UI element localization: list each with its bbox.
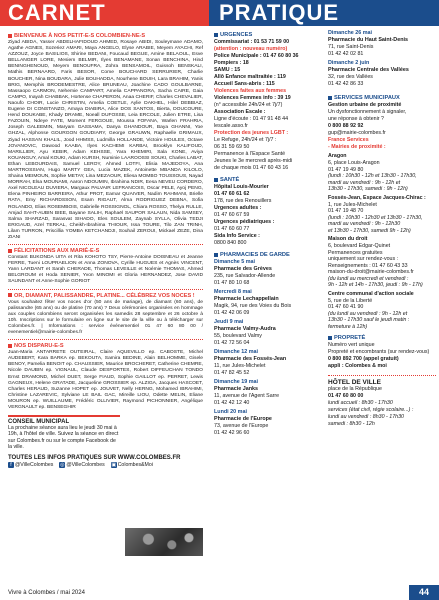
section-marker-icon (8, 249, 12, 253)
section-marker-icon (214, 253, 218, 257)
info-line: (n° accessible 24h/24 et 7j/7) (214, 102, 283, 108)
service-name: Maison du droit (328, 236, 368, 242)
pharmacy-date: Mercredi 8 mai (214, 289, 252, 295)
info-line: lundi accueil : 8h30 - 17h30 (328, 400, 393, 406)
hotel-de-ville-list (328, 386, 436, 428)
pharmacy-phone: 01 42 42 86 33 (328, 80, 364, 87)
page-banner (0, 0, 439, 26)
info-line: Jeunes le 3e mercredi après-midi (214, 158, 293, 164)
carnet-title: CARNET (0, 0, 209, 26)
pharmacy-phone: 01 42 42 12 40 (214, 399, 250, 406)
deaths-heading: NOS DISPARU-E-S (8, 343, 203, 349)
weddings-text: Constant BUKONDA UITA et Rita KOHOTO TSY, Pierre-Antoine DOISNEAU et Jeanne FERRE, Tueni LOUPRAELION et Anna ZONOVA, Cyrille HUGUES et Agnès VINCENT, Yann LARDANT et Sarah CHERADE, Thomas LEVEILLE et Noémie THOMAS, Ahmed BELGROUM et Hoda SENIER, Yvon MINOMI et Gloria HERNANDEZ, Jose DAVID SAUNDANT et Anne-Sophie GORIOT (8, 255, 203, 285)
divider (8, 244, 203, 245)
info-line: services (état civil, régie scolaire...) : (328, 407, 414, 413)
service-line: uniquement sur rendez-vous : (328, 256, 399, 262)
service-name: Centre communal d'action sociale (328, 290, 414, 297)
deaths-text: Juan-Maria ANTARRETE OUTEIRAL, Claire AQUEVILLO ep. CABOSTE, Michel AUDEBERT, Kara BARKA ep. BEKOUTA, Samira BEDINE, Alain BELHOMME, Gisele BENOY, Pamelia BENOIT ep. CHAUSSIER, Maurice BROCHERET, Catherine CHEMRE, Nicole DAUBIN ep. VIGNAUL, Claude DESPORTES, Robert DIFFEUCHAN TONDO Ernst DRAMOND, Michel DUET, Serge FIAUD, Sophie GAILLOT ep. PERRET, Lewis GAGNEUX, Helene GRATADE, Jacqueline GROSSIER ep. ALZIGA, Jacques HASCOET, Charles HERAUD, Suzanne HOPET ep. JOUVET, Nelly HERNG, Mohamed IBRAHIMI, Christine LAZAREVIC, Sylviane LE BAIL GAC, Mireille LIOU, Odette MELIN, Eliane MOURON ep. WUILLAUME, Frédéric OLLIVIER, Raymond PICHONNIER, Angélique VERGNAULT ep. BENSEGHIR (8, 350, 203, 410)
urgences-list (214, 39, 323, 172)
anniversaries-heading: OR, DIAMANT, PALISSANDRE, PLATINE... CÉLÉBREZ VOS NOCES ! (8, 293, 203, 299)
divider (8, 339, 203, 340)
pharmacies-heading: PHARMACIES DE GARDE (214, 252, 323, 258)
info-line: Sida Info Service : (214, 233, 260, 239)
sante-list (214, 184, 323, 247)
page-footer (0, 585, 439, 600)
info-line: Numéro vert unique (328, 342, 375, 348)
conseil-title: CONSEIL MUNICIPAL (8, 419, 70, 426)
service-line: (lundi : 10h30 - 12h30 et 13h30 - 17h30, (328, 214, 423, 221)
info-line: Police Municipale : 01 47 60 80 36 (214, 53, 299, 59)
pharmacy-phone: 01 47 82 45 52 (214, 369, 250, 376)
pharmacy-address: 55, boulevard Valmy (214, 333, 262, 339)
section-marker-icon (8, 344, 12, 348)
pharmacy-phone: 01 42 72 56 04 (214, 339, 250, 346)
pharmacy-entry (214, 409, 323, 436)
info-line: Protection des jeunes LGBT : (214, 130, 289, 136)
info-line: une réponse à obtenir ? (328, 116, 384, 122)
pharmacy-entry (214, 289, 323, 316)
facebook-icon: f (8, 462, 14, 468)
pratique-title: PRATIQUE (209, 0, 439, 26)
page-number: 44 (409, 585, 439, 600)
info-line: Accueil Sans-abris : 115 (214, 81, 275, 87)
pharmacy-name: Pharmacie Janks (214, 386, 259, 392)
service-line: fermeture à 12h) (328, 323, 368, 330)
service-line: 6, boulevard Edgar-Quinet (328, 243, 391, 249)
service-line: (lundi : 10h30 - 12h et 13h30 - 17h30, (328, 173, 417, 179)
service-line: mardi au vendredi : 9h - 12h et (328, 179, 401, 186)
pharmacy-name: Pharmacie des Grèves (214, 266, 272, 272)
info-line: lundi au vendredi : 8h30 - 17h30 (328, 414, 404, 420)
divider (8, 289, 203, 290)
sante-heading: SANTÉ (214, 177, 323, 183)
section-marker-icon (328, 336, 332, 340)
pharmacy-address: 11, rue Jules-Michelet (214, 363, 266, 369)
service-line: 1, rue Jules-Michelet (328, 201, 377, 208)
info-line: (attention : nouveau numéro) (214, 46, 288, 52)
pharmacy-name: Pharmacie Lechappellain (214, 296, 279, 302)
info-line: de chaque mois 01 47 60 43 16 (214, 165, 289, 171)
services-blocks (328, 153, 436, 330)
service-line: Renseignements : 01 47 60 43 33 (328, 262, 408, 269)
info-line: 178, rue des Renouillers (214, 198, 272, 204)
pharmacy-phone: 01 42 42 06 09 (214, 309, 250, 316)
service-line: 5, rue de la Liberté (328, 297, 373, 304)
section-marker-icon (328, 96, 332, 100)
pharmacy-entry (214, 349, 323, 376)
info-line: SAMU : 15 (214, 67, 241, 73)
pharmacy-name: Pharmacie de l'Europe (214, 416, 272, 422)
service-line: 01 47 60 41 90 (328, 304, 364, 310)
pratique-column-2 (328, 30, 436, 428)
info-line: Ligne d'écoute : 01 47 91 48 44 (214, 116, 289, 122)
info-line: Propreté et encombrants (sur rendez-vous) (328, 349, 430, 355)
info-line: 0 800 88 92 92 (328, 123, 364, 129)
carnet-column (0, 30, 209, 468)
info-line: place de la République (328, 386, 382, 392)
pharmacy-date: Jeudi 9 mai (214, 319, 244, 325)
weddings-heading: FÉLICITATIONS AUX MARIÉ-E-S (8, 248, 203, 254)
pharmacy-date: Dimanche 19 mai (214, 379, 259, 385)
info-line: Violences faites aux femmes (214, 88, 287, 94)
pharmacy-entry (214, 379, 323, 406)
births-text: Ziyad ABIDA, Yasser ABDELHAFIDOUD AHMED, Rosaye ABIDI, Souleymane ADAMO, Agathe AGNES, Sozeriez AMARI, Maya ANGELO, Elyse ARABIE, Meyem AYACHI, Ref AZZOUZ, Joyce BASILIOS, Shirine BEDANI, Foucaud BEGUE, Amine BELAOUL, Esve BELLANGER LORE, Mesiem BELMIR, Ilyes BENAMANE, Sonan BENCHINA, Hind BENINGHENOUD, Meyem BENOUFRA, Zohra BENSAMOIL, Guissoh BENSKALI, Mathis BERNAARD, Faris BESOR, Come BOUCHARD SERRURIER, Charlie BOUCHER, Nina BOUDARA, Julie BOUHADDA, Nourhene BOUIH, Lara BRAHIM, Yanis BRIG, Memphis BRODEMESTRE, Alice BRUNEAU, Joachine CADO GOULBARNE, Massaopo CARMON, Nehemie CAMPART, Amelia CAPPANORA, Sacha CAIRE, Gaia CAMPO, Inayah CHABBAK, Hortense CHAPERON, Anaa CHERIF, Charles CHEVALIER, Naoufo CHOIR, Lucie CHRISTIN, Amelia COETLE, Aylie DAKHEL, Hilel DEBBIAZ, Eugene DI CONSTANZO, Amaya DIABIRA, Alice DOS SANTOS, Bierta, DOUCOURE, Hend DOUKABE, Khady DRAME, Noeall DUFOSSE, Leia ERCOLE, Julien ETRE, Lisa FAZOUIN, Ndeye FATE, Moment FERGOUE, Moussa FOFANA, Warlen FRAHRIA, Joseph GALEEMIN, Maryam GASSAMA, Danya GHANDOUR, Baya GHANNI, Yoe GHZAL, Alphonse GOURGON GOUDIARY, George GRAUWN, Raphaelle GRIMAUX, Ziyad HASSAN KHALIL, Jood HHMSS, Ludmilla HOLLANDE, Victoire HOULES, Octave JOVANOVIC, Dawood KAABA, Ilyes KACHEMI KARBAI, Brooklyn KALIFOUD, MARILLIER, Ayu KEBIR, Adam KEHSSE, Yara KHEMIRI, Sala KONE, Aviya KOUANGUY, Amal KOUKI, Adam KURSH, Numinie LAAROOSSI SOUKI, Charles LABAT, Ethan LEBOURDAIS, Samuel LEROY, Ahmed LOTFI, Elisia MAJEDOYA, Ana MARTROSSIAN, Hugo MARTY GEA, Lucia MAZEK, Antoinette MBANDA KILOLO, Shaina MEIMOUN, Sophie METAY, Lina MEZAOUR, Eliesa MOMBO TOUSSOUS, Nayad MORRAH, Elsa MOUNAMI, Aaron NDOUMIN, Ibrahima NDIR, Eesa NEVEU CORDERO, Axel NICOLEAU DUVIERA, Margaux PALVAIR LEFRANCOIS, Oscar PELE, Ayoj PENG, Elena PINHEIRO BARREIRA, Athur PROT, Eamar QUAIVER, Nadim RAHMANI, Brielle RATA, Emy RICHARDSSON, Esam RIGAUT, Alma RODRIGUEZ DEBNA, Sofia ROLANDO, Elias ROSEMBOIS, Gabrielle ROSSIGNOL, Chiara ROSSO, Thelya RULLE, Amjad SAHT-AUBIN BIEE, Bayane SALIH, Raphaël SAUPOR SALAUN, Nida SAMSEY, Salma SHARZAD, Sarasvat SIHADO, Eles SOULEM, Zaynab SYLLA, Olivia TEDJI ERIGAUD, Azel TERKAL, Cheikh-Ibrahima THIOUR, Issa TOURE, Tilo ZAN TRINH, Lilam TURRON, Priscillia YOMBA KETCHANDJI, Souhail ZEROUI, Mickael ZEZE, Dina ZIANI (8, 40, 203, 240)
pharmacy-entry (328, 30, 436, 57)
facebook-link[interactable]: f @VilleColombes (8, 462, 53, 468)
hotel-de-ville-heading: HÔTEL DE VILLE (328, 375, 436, 386)
pharmacy-address: 235, rue Salvador-Allende (214, 273, 276, 279)
anniversaries-text: Vous souhaitez fêter vos noces d'or (50 ans de mariage), de diamant (60 ans), de palissandre (65 ans) ou de platine (70 ans) ? Deux cérémonies organisées en hommage aux couples colombiens seront organisées les samedis 28 septembre et 26 octobre à 10h. Inscriptions sur le formulaire en ligne sur le site de la ville ou à télécharger sur Colombes.fr. | Informations : service événementiel 01 47 60 80 00 / evenementiel@mairie-colombes.fr (8, 299, 203, 336)
service-line: 9h - 12h et 14h - 17h30, jeudi : 9h - 17h) (328, 282, 423, 288)
service-line: 13h30 - 17h30 sauf le jeudi matin : (328, 317, 410, 323)
service-line: (du lundi au mercredi et vendredi : (328, 275, 409, 282)
service-block (328, 195, 436, 235)
pharmacies-list-continued (328, 30, 436, 87)
pharmacy-date: Dimanche 2 juin (328, 60, 370, 66)
app-icon: ▣ (111, 461, 117, 468)
proprete-heading: PROPRETÉ (328, 335, 436, 341)
section-marker-icon (8, 293, 12, 297)
pharmacy-entry (328, 60, 436, 87)
service-name: Aragon (328, 153, 347, 159)
services-list (328, 102, 436, 137)
pharmacy-name: Pharmacie du Haut Saint-Denis (328, 37, 408, 43)
info-line: 0800 840 800 (214, 240, 247, 246)
pharmacy-name: Pharmacie Valmy-Audra (214, 326, 276, 332)
service-block (328, 236, 436, 289)
info-line: 06 31 59 69 50 (214, 144, 250, 150)
app-link[interactable]: ▣ Colombes&Moi (111, 461, 153, 468)
pharmacy-date: Dimanche 5 mai (214, 259, 256, 265)
service-line: 13h30 - 17h30, samedi : 9h - 12h) (328, 186, 408, 192)
service-name: Fossés-Jean, Espace Jacques-Chirac : (328, 194, 426, 201)
info-line: 01 47 60 61 62 (214, 191, 250, 197)
service-line: Permanences gratuites (328, 249, 383, 256)
info-line: 01 47 60 67 59 (214, 212, 250, 218)
service-line: (du lundi au vendredi : 9h - 12h et (328, 310, 408, 317)
section-marker-icon (8, 34, 12, 38)
info-line: Association Escale : (214, 109, 266, 115)
info-line: gup@mairie-colombes.fr (328, 130, 386, 136)
service-block (328, 153, 436, 193)
pharmacy-date: Dimanche 26 mai (328, 30, 373, 36)
service-line: 6, place Louis-Aragon (328, 160, 380, 166)
info-line: Hôpital Louis-Mourier (214, 184, 269, 190)
promo-title: TOUTES LES INFOS PRATIQUES SUR WWW.COLOMBES.FR (8, 454, 181, 461)
pratique-column-1 (214, 30, 326, 439)
pharmacy-date: Dimanche 12 mai (214, 349, 259, 355)
info-line: Un dysfonctionnement à signaler, (328, 109, 407, 115)
info-line: 01 47 60 80 00 (328, 393, 364, 399)
info-line: Allô Enfance maltraitée : 119 (214, 74, 286, 80)
info-line: Gestion urbaine de proximité (328, 102, 402, 108)
pharmacy-address: 73, avenue de l'Europe (214, 423, 269, 429)
info-line: samedi : 8h30 - 12h (328, 421, 375, 427)
info-line: Urgences adultes : (214, 205, 262, 211)
council-photo (125, 528, 203, 556)
info-line: Permanence à l'Espace Santé (214, 151, 286, 157)
pharmacy-phone: 01 47 80 10 68 (214, 279, 250, 286)
info-line: appli : Colombes & moi (328, 363, 387, 369)
info-line: Pompiers : 18 (214, 60, 249, 66)
conseil-box (8, 415, 120, 451)
info-line: Urgences pédiatriques : (214, 219, 275, 225)
pharmacy-phone: 01 42 42 02 81 (328, 50, 364, 57)
pharmacy-address: 11, avenue de l'Agent Sarre (214, 393, 280, 399)
pharmacy-address: 71, rue Saint-Denis (328, 44, 374, 50)
info-line: 0 800 892 700 (appel gratuit) (328, 356, 399, 362)
births-heading: BIENVENUE À NOS PETIT-E-S COLOMBIEN-NE-S (8, 33, 203, 39)
instagram-link[interactable]: ◎ @VilleColombes (60, 461, 105, 468)
footer-label: Vivre à Colombes / mai 2024 (8, 589, 85, 596)
info-line: lescale.asso.fr (214, 123, 248, 129)
service-line: et 13h30 - 17h30, samedi 9h - 12h) (328, 227, 411, 234)
proprete-list (328, 342, 436, 370)
france-services-title: France Services (328, 137, 369, 143)
pharmacy-name: Pharmacie Centrale des Vallées (328, 67, 409, 73)
service-block (328, 291, 436, 331)
pharmacy-name: Pharmacie des Fossés-Jean (214, 356, 287, 362)
pharmacy-entry (214, 259, 323, 286)
info-line: Commissariat : 01 53 71 59 00 (214, 39, 290, 45)
pharmacy-address: Magik, 94, rue des Voies du Bois (214, 303, 292, 309)
service-line: mardi au vendredi : 9h - 12h30 (328, 221, 401, 227)
service-line: 01 47 19 48 70 (328, 208, 364, 214)
instagram-icon: ◎ (60, 461, 65, 468)
info-line: Violences Femmes info : 39 19 (214, 95, 291, 101)
section-marker-icon (214, 178, 218, 182)
social-links (8, 462, 203, 468)
france-services-subtitle: - Mairies de proximité : (328, 144, 386, 150)
conseil-text: La prochaine séance aura lieu le jeudi 30 mai à 19h, à l'hôtel de ville. Suivez la séance en direct sur Colombes.fr ou sur le compte Facebook de la ville. (8, 425, 119, 451)
pharmacy-address: 32, rue des Vallées (328, 74, 373, 80)
urgences-heading: URGENCES (214, 32, 323, 38)
pharmacies-list (214, 259, 323, 436)
pharmacy-phone: 01 42 42 96 60 (214, 429, 250, 436)
pharmacy-entry (214, 319, 323, 346)
pharmacy-date: Lundi 20 mai (214, 409, 247, 415)
promo-box (8, 455, 203, 468)
info-line: Le Refuge, 24h/24 et 7j/7 : (214, 137, 277, 143)
service-line: 01 47 19 49 80 (328, 166, 364, 173)
service-line: maison-du-droit@mairie-colombes.fr (328, 269, 414, 275)
info-line: 01 47 60 60 77 (214, 226, 250, 232)
services-heading: SERVICES MUNICIPAUX (328, 95, 436, 101)
section-marker-icon (214, 33, 218, 37)
